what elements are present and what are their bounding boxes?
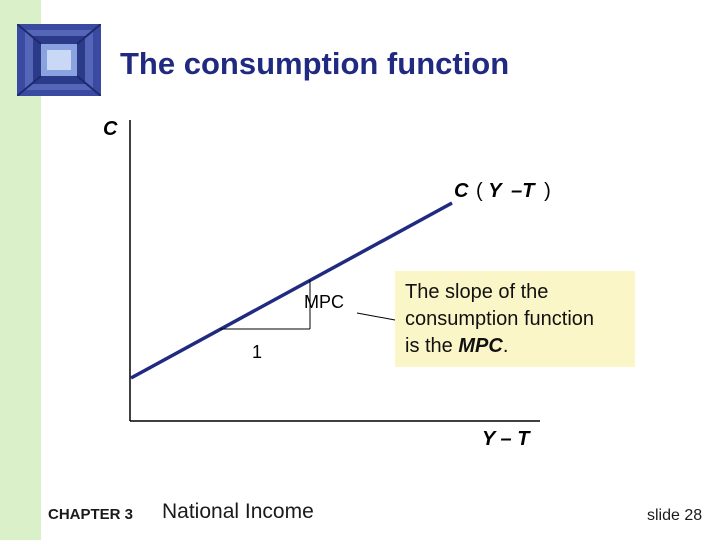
curve-label-c: C: [454, 180, 469, 202]
callout-text-line: The slope of the: [405, 281, 549, 303]
slide-title: The consumption function: [120, 46, 510, 81]
callout-period: .: [502, 335, 509, 357]
curve-label-y: Y: [488, 180, 502, 202]
y-axis-label: C: [103, 118, 118, 140]
curve-label: [454, 180, 551, 202]
footer-chapter: CHAPTER 3: [48, 506, 134, 523]
callout-text-line: consumption function: [405, 308, 595, 330]
slope-callout-box: [395, 271, 635, 367]
x-axis-label: Y – T: [482, 428, 530, 450]
curve-label-minus-t: –T: [511, 180, 535, 202]
callout-emphasis: MPC: [458, 335, 503, 357]
footer-slide-number: slide 28: [647, 507, 703, 524]
curve-label-open: (: [476, 180, 483, 202]
curve-label-close: ): [544, 180, 551, 202]
callout-leader-line: [357, 313, 395, 320]
callout-text-line: is the: [405, 335, 459, 357]
slope-run-label: 1: [252, 342, 263, 362]
slope-rise-label: MPC: [304, 292, 344, 312]
footer-subject: National Income: [162, 500, 314, 523]
